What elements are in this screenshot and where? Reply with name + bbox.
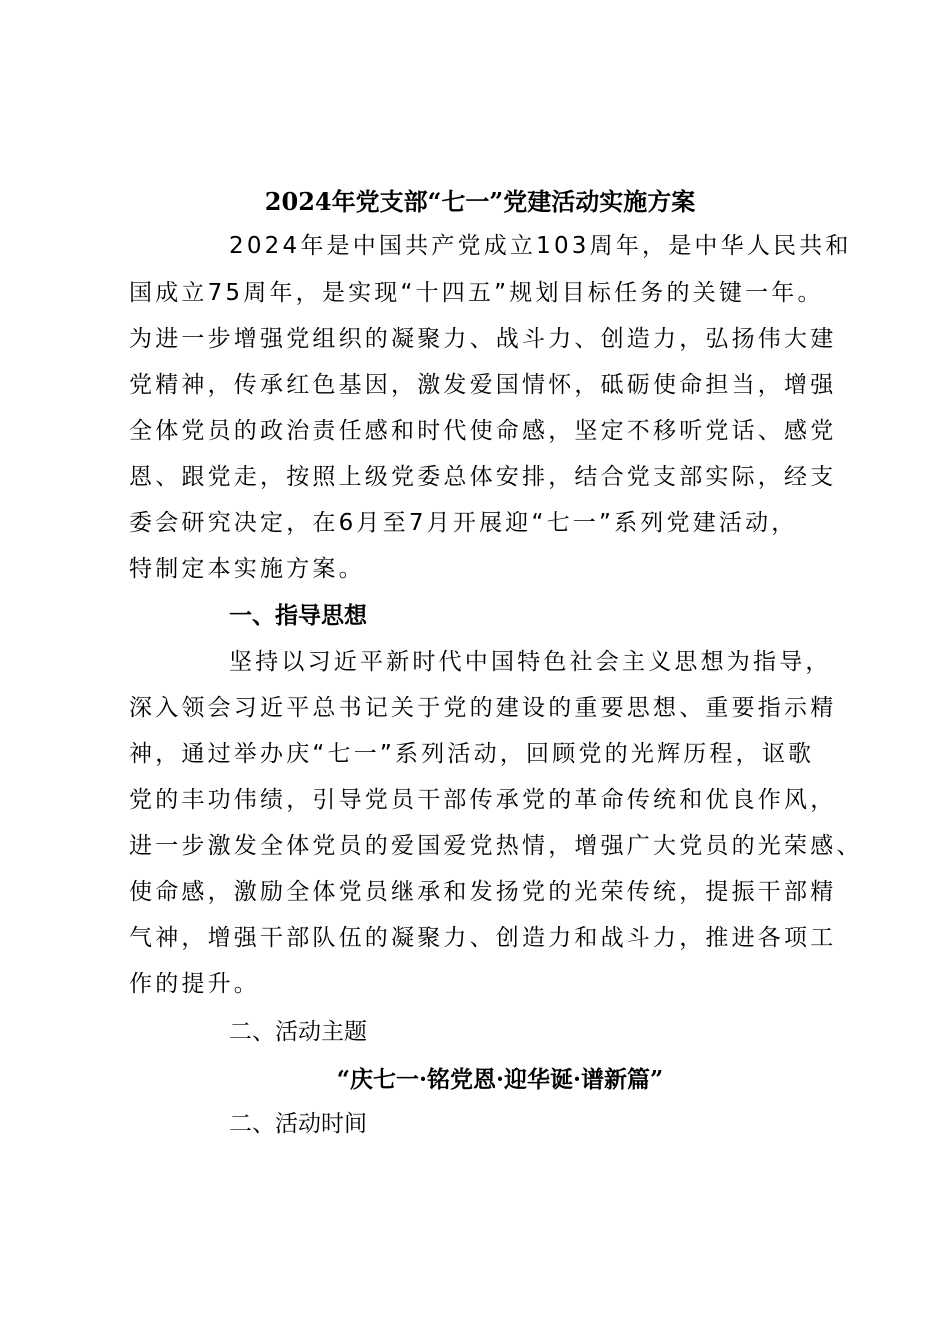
text-line: 进一步激发全体党员的爱国爱党热情，增强广大党员的光荣感、 bbox=[129, 833, 863, 859]
text-line: 气神，增强干部队伍的凝聚力、创造力和战斗力，推进各项工 bbox=[129, 925, 837, 951]
section-heading-activity-time: 二、活动时间 bbox=[229, 1111, 367, 1137]
text-line: 为进一步增强党组织的凝聚力、战斗力、创造力，弘扬伟大建 bbox=[129, 326, 837, 352]
text-line: 作的提升。 bbox=[129, 971, 260, 997]
text-line: 特制定本实施方案。 bbox=[129, 556, 365, 582]
text-line: 使命感，激励全体党员继承和发扬党的光荣传统，提振干部精 bbox=[129, 879, 837, 905]
text-line: 2024年是中国共产党成立103周年，是中华人民共和 bbox=[229, 233, 852, 259]
text-line: 神，通过举办庆“七一”系列活动，回顾党的光辉历程，讴歌 bbox=[129, 741, 815, 767]
text-line: 深入领会习近平总书记关于党的建设的重要思想、重要指示精 bbox=[129, 695, 837, 721]
text-line: 坚持以习近平新时代中国特色社会主义思想为指导， bbox=[229, 649, 832, 675]
text-line: 党的丰功伟绩，引导党员干部传承党的革命传统和优良作风， bbox=[129, 787, 837, 813]
text-line: 国成立75周年，是实现“十四五”规划目标任务的关键一年。 bbox=[129, 280, 824, 306]
activity-theme-text: “庆七一·铭党恩·迎华诞·谱新篇” bbox=[336, 1066, 664, 1093]
text-line: 党精神，传承红色基因，激发爱国情怀，砥砺使命担当，增强 bbox=[129, 372, 837, 398]
section-heading-guiding-ideology: 一、指导思想 bbox=[229, 603, 367, 629]
text-line: 全体党员的政治责任感和时代使命感，坚定不移听党话、感党 bbox=[129, 418, 837, 444]
section-heading-activity-theme: 二、活动主题 bbox=[229, 1019, 367, 1045]
text-line: 委会研究决定，在6月至7月开展迎“七一”系列党建活动， bbox=[129, 510, 798, 536]
text-line: 恩、跟党走，按照上级党委总体安排，结合党支部实际，经支 bbox=[129, 464, 837, 490]
document-title: 2024年党支部“七一”党建活动实施方案 bbox=[264, 187, 696, 216]
